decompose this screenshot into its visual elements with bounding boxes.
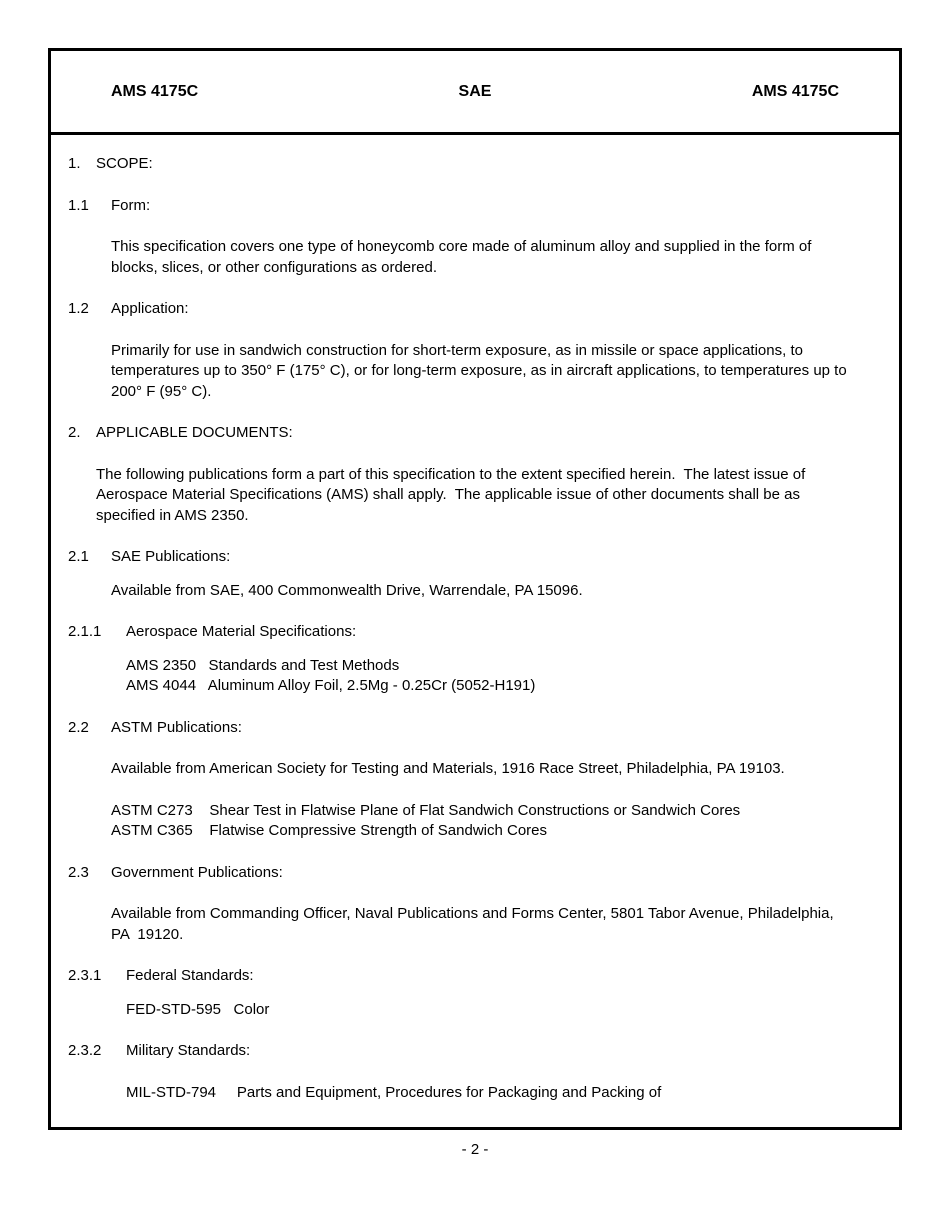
section-title: Federal Standards: — [126, 967, 254, 984]
section-title: Form: — [111, 196, 151, 214]
list-item: MIL-STD-794 Parts and Equipment, Procedures for Packaging and Packing of — [126, 1083, 662, 1101]
section-number: 2. — [68, 424, 81, 441]
section-title: SCOPE: — [96, 155, 153, 172]
section-number: 1. — [68, 155, 81, 172]
section-heading-1-1 — [68, 196, 855, 217]
page-border — [48, 48, 902, 1130]
reference-list — [126, 656, 855, 697]
section-heading-2-1-1 — [68, 622, 855, 643]
section-title: Aerospace Material Specifications: — [126, 623, 357, 640]
section-number: 2.3 — [68, 863, 89, 881]
page-number: - 2 - — [461, 1141, 489, 1158]
list-item: AMS 4044 Aluminum Alloy Foil, 2.5Mg - 0.25Cr (5052-H191) — [126, 677, 536, 694]
section-heading-2 — [68, 423, 855, 444]
section-title: ASTM Publications: — [111, 718, 242, 736]
section-heading-2-3-1 — [68, 966, 855, 987]
header-doc-number-right: AMS 4175C — [751, 82, 840, 100]
section-number: 2.1.1 — [68, 623, 102, 640]
paragraph: Primarily for use in sandwich construction for short-term exposure, as in missile or space applications, to temperatures up to 350° F (175° C), or for long-term exposure, as in aircraft applications, to temperatures up to 200° F (95° C). — [111, 341, 851, 400]
section-number: 2.3.2 — [68, 1042, 102, 1059]
section-number: 1.2 — [68, 300, 89, 317]
section-heading-2-2 — [68, 718, 855, 739]
document-body — [51, 135, 899, 1103]
header-org-name: SAE — [458, 82, 492, 100]
section-heading-1-2 — [68, 299, 855, 320]
section-number: 2.3.1 — [68, 967, 102, 984]
section-heading-2-3 — [68, 863, 855, 884]
list-item: ASTM C273 Shear Test in Flatwise Plane of Flat Sandwich Constructions or Sandwich Cores — [111, 801, 741, 819]
page-header — [51, 51, 899, 135]
list-item: AMS 2350 Standards and Test Methods — [126, 656, 400, 674]
section-title: APPLICABLE DOCUMENTS: — [96, 424, 293, 441]
paragraph: Available from SAE, 400 Commonwealth Drive, Warrendale, PA 15096. — [111, 581, 583, 599]
reference-list — [111, 801, 855, 842]
header-doc-number-left: AMS 4175C — [111, 82, 199, 100]
section-heading-1 — [68, 154, 855, 175]
reference-list — [126, 1000, 855, 1021]
section-heading-2-3-2 — [68, 1041, 855, 1062]
paragraph: The following publications form a part of this specification to the extent specified herein. The latest issue of Aerospace Material Specifications (AMS) shall apply. The applicable issue of other documents shall be as specified in AMS 2350. — [96, 465, 809, 524]
section-number: 2.2 — [68, 718, 89, 736]
section-number: 1.1 — [68, 196, 89, 214]
section-title: Government Publications: — [111, 863, 283, 881]
paragraph: This specification covers one type of honeycomb core made of aluminum alloy and supplied in the form of blocks, slices, or other configurations as ordered. — [111, 238, 816, 276]
paragraph: Available from American Society for Testing and Materials, 1916 Race Street, Philadelphia, PA 19103. — [111, 760, 785, 777]
section-number: 2.1 — [68, 548, 89, 565]
section-title: Application: — [111, 300, 189, 317]
list-item: ASTM C365 Flatwise Compressive Strength of Sandwich Cores — [111, 822, 548, 839]
section-title: Military Standards: — [126, 1042, 251, 1059]
section-title: SAE Publications: — [111, 548, 231, 565]
section-heading-2-1 — [68, 547, 855, 568]
reference-list — [126, 1083, 855, 1104]
paragraph: Available from Commanding Officer, Naval Publications and Forms Center, 5801 Tabor Avenue, Philadelphia, PA 19120. — [111, 905, 838, 943]
list-item: FED-STD-595 Color — [126, 1000, 270, 1018]
